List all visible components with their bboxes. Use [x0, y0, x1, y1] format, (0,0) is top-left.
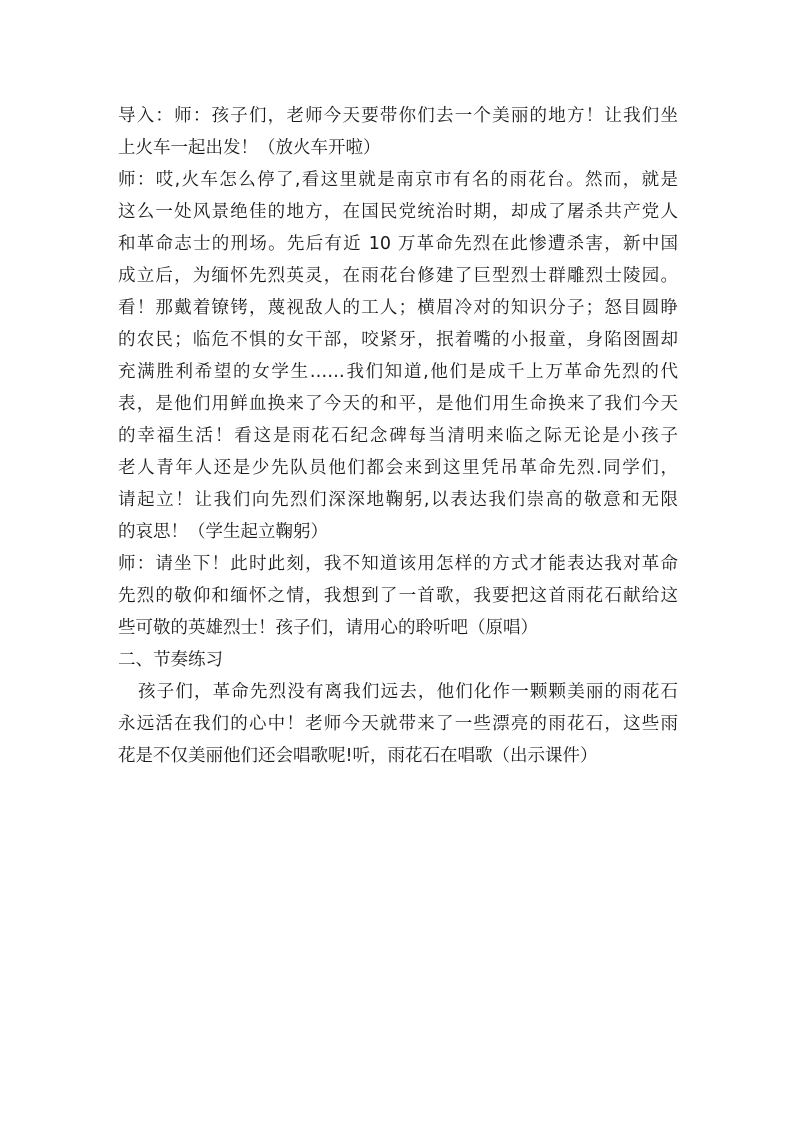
- text-line: 成立后，为缅怀先烈英灵，在雨花台修建了巨型烈士群雕烈士陵园。: [118, 266, 678, 286]
- text-line: 充满胜利希望的女学生……我们知道,他们是成千上万革命先烈的代: [118, 362, 678, 382]
- text-line: 些可敬的英雄烈士！孩子们，请用心的聆听吧（原唱）: [118, 618, 538, 638]
- text-line: 孩子们，革命先烈没有离我们远去，他们化作一颗颗美丽的雨花石: [138, 682, 678, 702]
- text-line: 导入：师：孩子们，老师今天要带你们去一个美丽的地方！让我们坐: [118, 106, 678, 126]
- text-line: 的农民；临危不惧的女干部，咬紧牙，抿着嘴的小报童，身陷囹圄却: [118, 330, 678, 350]
- text-line: 花是不仅美丽他们还会唱歌呢!听，雨花石在唱歌（出示课件）: [118, 746, 598, 766]
- text-line: 的幸福生活！看这是雨花石纪念碑每当清明来临之际无论是小孩子: [118, 426, 678, 446]
- text-line: 这么一处风景绝佳的地方，在国民党统治时期，却成了屠杀共产党人: [118, 202, 678, 222]
- document-body: [118, 100, 678, 772]
- text-line: 师：哎,火车怎么停了,看这里就是南京市有名的雨花台。然而，就是: [118, 170, 678, 190]
- text-line: 请起立！让我们向先烈们深深地鞠躬,以表达我们崇高的敬意和无限: [118, 490, 678, 510]
- text-line: 永远活在我们的心中！老师今天就带来了一些漂亮的雨花石，这些雨: [118, 714, 678, 734]
- text-line: 先烈的敬仰和缅怀之情，我想到了一首歌，我要把这首雨花石献给这: [118, 586, 678, 606]
- text-line: 的哀思！（学生起立鞠躬）: [118, 522, 328, 542]
- text-line: 看！那戴着镣铐，蔑视敌人的工人；横眉冷对的知识分子；怒目圆睁: [118, 298, 678, 318]
- section-heading: 二、节奏练习: [118, 650, 223, 670]
- text-line: 上火车一起出发！（放火车开啦）: [118, 138, 381, 158]
- text-line: 老人青年人还是少先队员他们都会来到这里凭吊革命先烈.同学们，: [118, 458, 678, 478]
- text-line: 和革命志士的刑场。先后有近 10 万革命先烈在此惨遭杀害，新中国: [118, 234, 678, 254]
- text-line: 表，是他们用鲜血换来了今天的和平，是他们用生命换来了我们今天: [118, 394, 678, 414]
- text-line: 师：请坐下！此时此刻，我不知道该用怎样的方式才能表达我对革命: [118, 554, 678, 574]
